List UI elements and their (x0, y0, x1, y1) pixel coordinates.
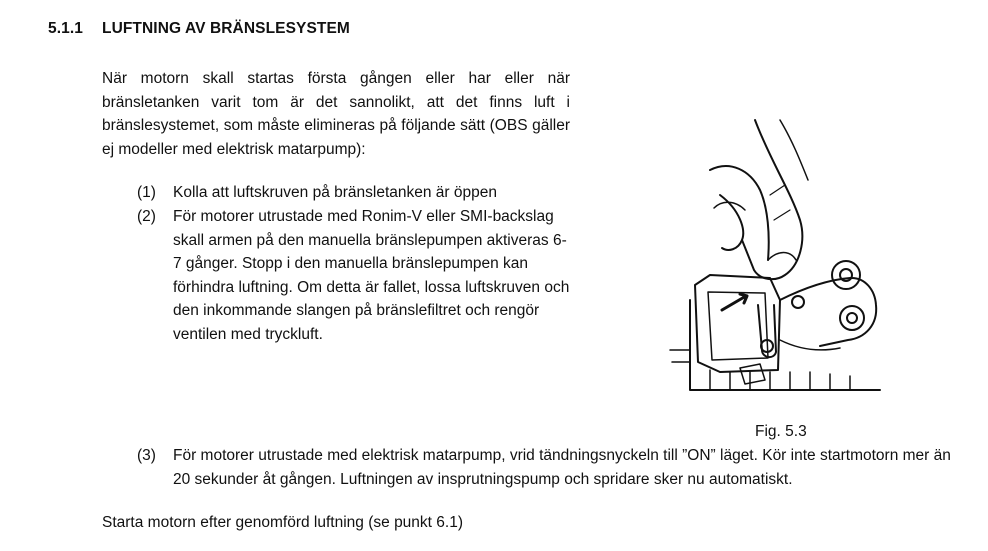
section-number: 5.1.1 (48, 20, 83, 37)
figure-caption: Fig. 5.3 (755, 423, 807, 440)
intro-paragraph: När motorn skall startas första gången eller har eller när bränsletanken varit tom är det sannolikt, att det finns luft i bränslesystemet, som måste elimineras på följande sätt (OBS gäller ej modeller med elektrisk matarpump): (102, 70, 570, 158)
closing-paragraph: Starta motorn efter genomförd luftning (se punkt 6.1) (102, 514, 463, 531)
step-number: (2) (137, 208, 156, 225)
step-number: (1) (137, 184, 156, 201)
step-number: (3) (137, 447, 156, 464)
step-text: Kolla att luftskruven på bränsletanken är öppen (173, 184, 497, 201)
step-text: För motorer utrustade med elektrisk matarpump, vrid tändningsnyckeln till ”ON” läget. Kör inte startmotorn mer än 20 sekunder åt gången. Luftningen av insprutningspump och spridare sker nu automatiskt. (173, 447, 951, 488)
section-title: LUFTNING AV BRÄNSLESYSTEM (102, 20, 350, 37)
fuel-pump-illustration (650, 100, 930, 400)
step-text: För motorer utrustade med Ronim-V eller SMI-backslag skall armen på den manuella bränslepumpen aktiveras 6-7 gånger. Stopp i den manuella bränslepumpen kan förhindra luftning. Om detta är fallet, lossa luftskruven och den inkommande slangen på bränslefiltret och rengör ventilen med tryckluft. (173, 208, 570, 343)
